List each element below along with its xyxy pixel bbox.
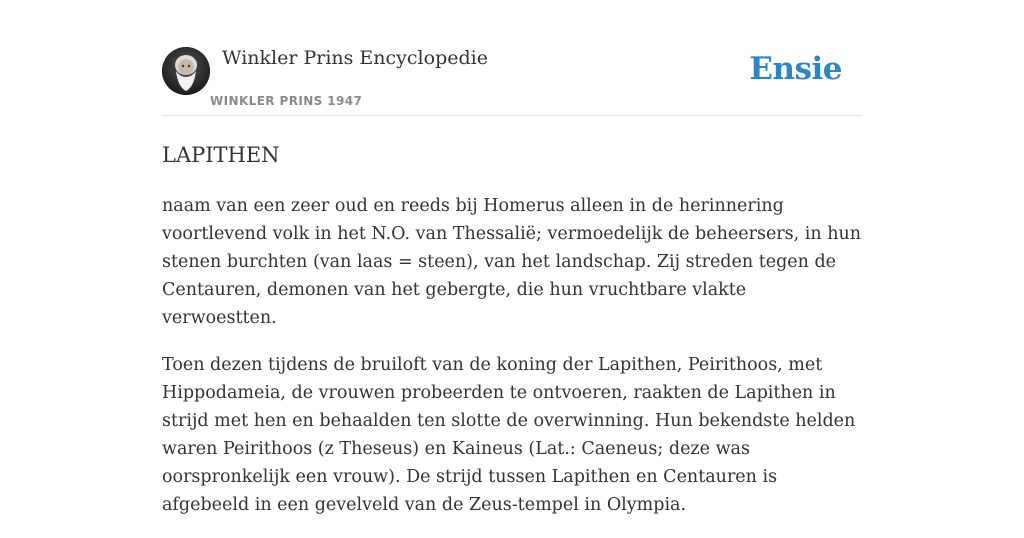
- article-paragraph: Toen dezen tijdens de bruiloft van de koning der Lapithen, Peirithoos, met Hippodameia, de vrouwen probeerden te ontvoeren, raakten de Lapithen in strijd met hen en behaalden ten slotte de overwinning. Hun bekendste helden waren Peirithoos (z Theseus) en Kaineus (Lat.: Caeneus; deze was oorspronkelijk een vrouw). De strijd tussen Lapithen en Centauren is afgebeeld in een gevelveld van de Zeus-tempel in Olympia.: [162, 355, 856, 515]
- entry-title: LAPITHEN: [162, 143, 280, 167]
- portrait-avatar-icon: [162, 47, 210, 95]
- article-paragraph: naam van een zeer oud en reeds bij Homerus alleen in de herinnering voortlevend volk in het N.O. van Thessalië; vermoedelijk de beheersers, in hun stenen burchten (van laas = steen), van het landschap. Zij streden tegen de Centauren, demonen van het gebergte, die hun vruchtbare vlakte verwoestten.: [162, 196, 862, 328]
- article-body: [162, 192, 862, 538]
- header: [162, 0, 862, 116]
- page-container: [162, 0, 862, 515]
- avatar[interactable]: [162, 47, 210, 95]
- brand-logo[interactable]: Ensie: [749, 51, 842, 87]
- source-subtitle[interactable]: WINKLER PRINS 1947: [210, 94, 363, 108]
- source-title[interactable]: Winkler Prins Encyclopedie: [222, 47, 488, 69]
